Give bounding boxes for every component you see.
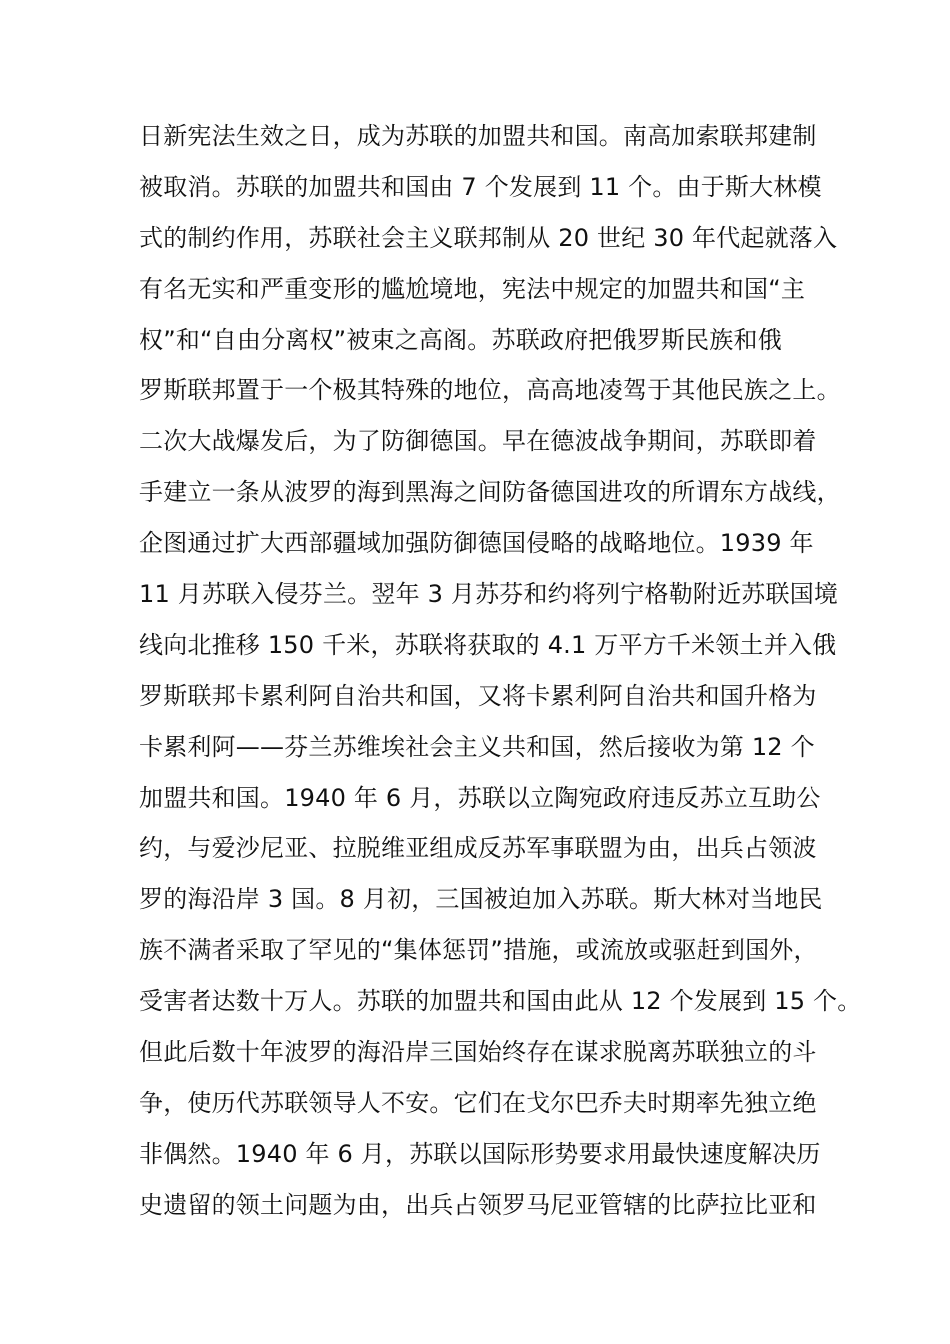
text-line: 罗斯联邦卡累利阿自治共和国，又将卡累利阿自治共和国升格为 [139, 681, 817, 710]
text-line: 卡累利阿——芬兰苏维埃社会主义共和国，然后接收为第 12 个 [139, 732, 815, 761]
text-line: 日新宪法生效之日，成为苏联的加盟共和国。南高加索联邦建制 [139, 122, 817, 150]
body-text [139, 116, 862, 1236]
text-line: 加盟共和国。1940 年 6 月，苏联以立陶宛政府违反苏立互助公 [139, 783, 821, 812]
text-line: 被取消。苏联的加盟共和国由 7 个发展到 11 个。由于斯大林模 [139, 172, 822, 201]
text-line: 约，与爱沙尼亚、拉脱维亚组成反苏军事联盟为由，出兵占领波 [139, 834, 817, 863]
text-line: 史遗留的领土问题为由，出兵占领罗马尼亚管辖的比萨拉比亚和 [139, 1190, 817, 1219]
text-line: 非偶然。1940 年 6 月，苏联以国际形势要求用最快速度解决历 [139, 1139, 821, 1168]
text-line: 企图通过扩大西部疆域加强防御德国侵略的战略地位。1939 年 [139, 529, 814, 558]
text-line: 手建立一条从波罗的海到黑海之间防备德国进攻的所谓东方战线， [139, 478, 841, 507]
text-line: 式的制约作用，苏联社会主义联邦制从 20 世纪 30 年代起就落入 [139, 223, 838, 252]
text-line: 族不满者采取了罕见的“集体惩罚”措施，或流放或驱赶到国外， [139, 936, 818, 965]
text-line: 有名无实和严重变形的尴尬境地，宪法中规定的加盟共和国“主 [139, 274, 806, 303]
text-line: 罗斯联邦置于一个极其特殊的地位，高高地凌驾于其他民族之上。 [139, 376, 841, 405]
text-line: 二次大战爆发后，为了防御德国。早在德波战争期间，苏联即着 [139, 427, 817, 456]
text-line: 11 月苏联入侵芬兰。翌年 3 月苏芬和约将列宁格勒附近苏联国境 [139, 580, 839, 609]
text-line: 但此后数十年波罗的海沿岸三国始终存在谋求脱离苏联独立的斗 [139, 1038, 817, 1067]
text-line: 线向北推移 150 千米，苏联将获取的 4.1 万平方千米领土并入俄 [139, 630, 837, 659]
text-line: 受害者达数十万人。苏联的加盟共和国由此从 12 个发展到 15 个。 [139, 987, 862, 1016]
text-line: 权”和“自由分离权”被束之高阁。苏联政府把俄罗斯民族和俄 [139, 325, 782, 354]
text-line: 罗的海沿岸 3 国。8 月初，三国被迫加入苏联。斯大林对当地民 [139, 885, 823, 914]
text-line: 争，使历代苏联领导人不安。它们在戈尔巴乔夫时期率先独立绝 [139, 1088, 817, 1117]
